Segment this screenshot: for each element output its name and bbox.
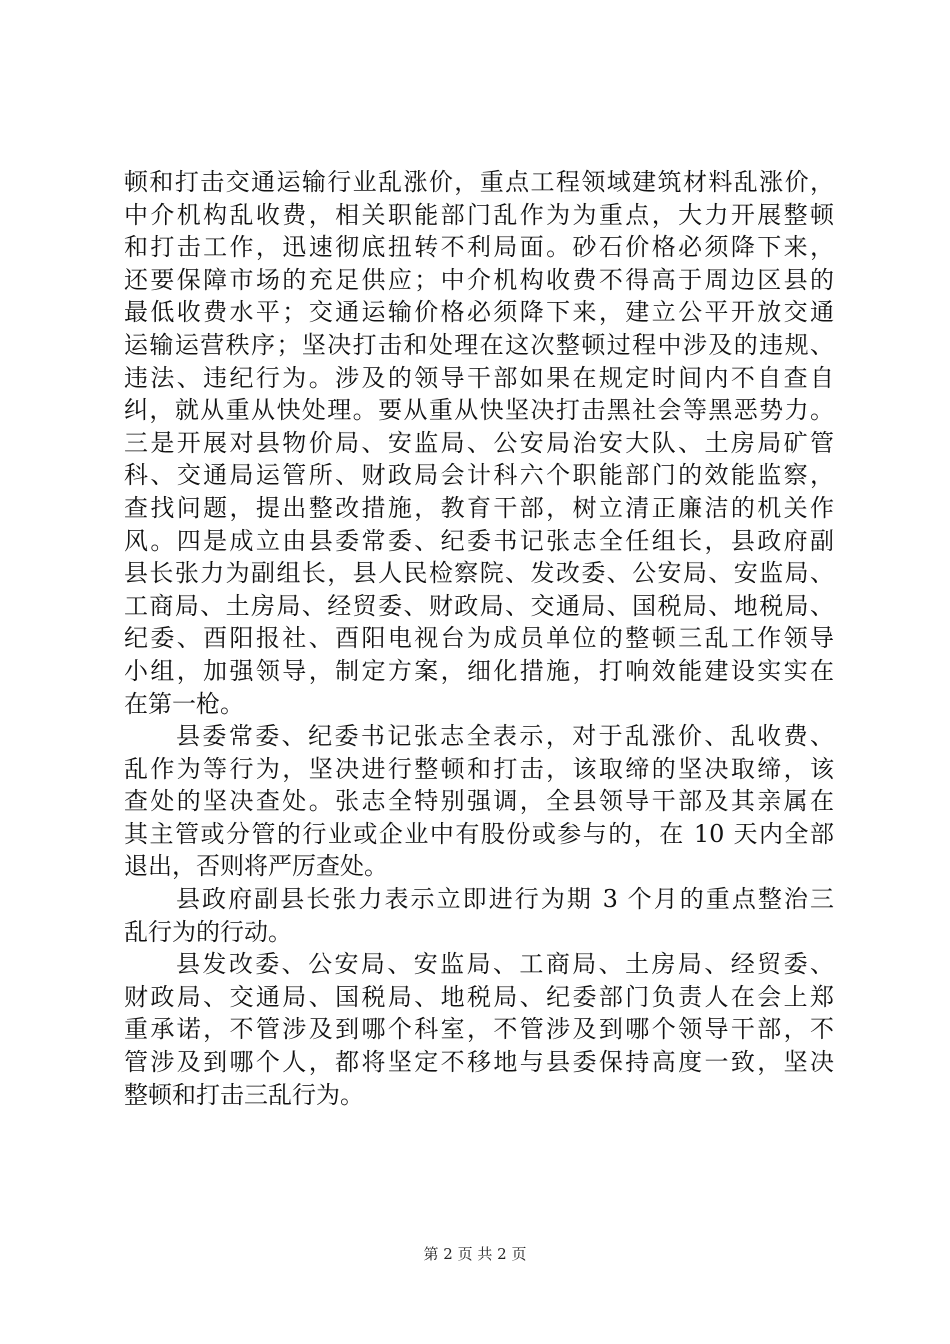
- text-line: 三是开展对县物价局、安监局、公安局治安大队、土房局矿管: [124, 428, 834, 457]
- text-line: 中介机构乱收费，相关职能部门乱作为为重点，大力开展整顿: [124, 200, 834, 229]
- text-line: 县长张力为副组长，县人民检察院、发改委、公安局、安监局、: [124, 559, 834, 588]
- text-line: 查处的坚决查处。张志全特别强调，全县领导干部及其亲属在: [124, 787, 834, 816]
- text-line: 其主管或分管的行业或企业中有股份或参与的，在 10 天内全部: [124, 819, 834, 848]
- text-line: 县政府副县长张力表示立即进行为期 3 个月的重点整治三: [176, 885, 834, 914]
- text-line: 管涉及到哪个人，都将坚定不移地与县委保持高度一致，坚决: [124, 1048, 834, 1077]
- text-line: 运输运营秩序；坚决打击和处理在这次整顿过程中涉及的违规、: [124, 330, 834, 359]
- text-line: 工商局、土房局、经贸委、财政局、交通局、国税局、地税局、: [124, 591, 834, 620]
- text-line: 最低收费水平；交通运输价格必须降下来，建立公平开放交通: [124, 298, 834, 327]
- text-line: 重承诺，不管涉及到哪个科室，不管涉及到哪个领导干部，不: [124, 1015, 834, 1044]
- text-line: 县委常委、纪委书记张志全表示，对于乱涨价、乱收费、: [176, 722, 834, 751]
- text-line: 退出，否则将严厉查处。: [124, 852, 388, 881]
- text-line: 在第一枪。: [124, 689, 244, 718]
- text-line: 科、交通局运管所、财政局会计科六个职能部门的效能监察，: [124, 461, 834, 490]
- page-footer: 第 2 页 共 2 页: [423, 1245, 527, 1263]
- text-line: 财政局、交通局、国税局、地税局、纪委部门负责人在会上郑: [124, 982, 834, 1011]
- text-line: 风。四是成立由县委常委、纪委书记张志全任组长，县政府副: [124, 526, 834, 555]
- text-line: 纠，就从重从快处理。要从重从快坚决打击黑社会等黑恶势力。: [124, 396, 834, 425]
- text-line: 查找问题，提出整改措施，教育干部，树立清正廉洁的机关作: [124, 493, 834, 522]
- text-line: 顿和打击交通运输行业乱涨价，重点工程领域建筑材料乱涨价，: [124, 168, 834, 196]
- text-line: 乱行为的行动。: [124, 917, 292, 946]
- text-line: 和打击工作，迅速彻底扭转不利局面。砂石价格必须降下来，: [124, 233, 834, 262]
- text-line: 县发改委、公安局、安监局、工商局、土房局、经贸委、: [176, 950, 834, 979]
- text-line: 还要保障市场的充足供应；中介机构收费不得高于周边区县的: [124, 265, 834, 294]
- document-body: [124, 166, 834, 1111]
- text-line: 整顿和打击三乱行为。: [124, 1080, 364, 1109]
- text-line: 违法、违纪行为。涉及的领导干部如果在规定时间内不自查自: [124, 363, 834, 392]
- text-line: 小组，加强领导，制定方案，细化措施，打响效能建设实实在: [124, 656, 834, 685]
- text-line: 纪委、酉阳报社、酉阳电视台为成员单位的整顿三乱工作领导: [124, 624, 834, 653]
- text-line: 乱作为等行为，坚决进行整顿和打击，该取缔的坚决取缔，该: [124, 754, 834, 783]
